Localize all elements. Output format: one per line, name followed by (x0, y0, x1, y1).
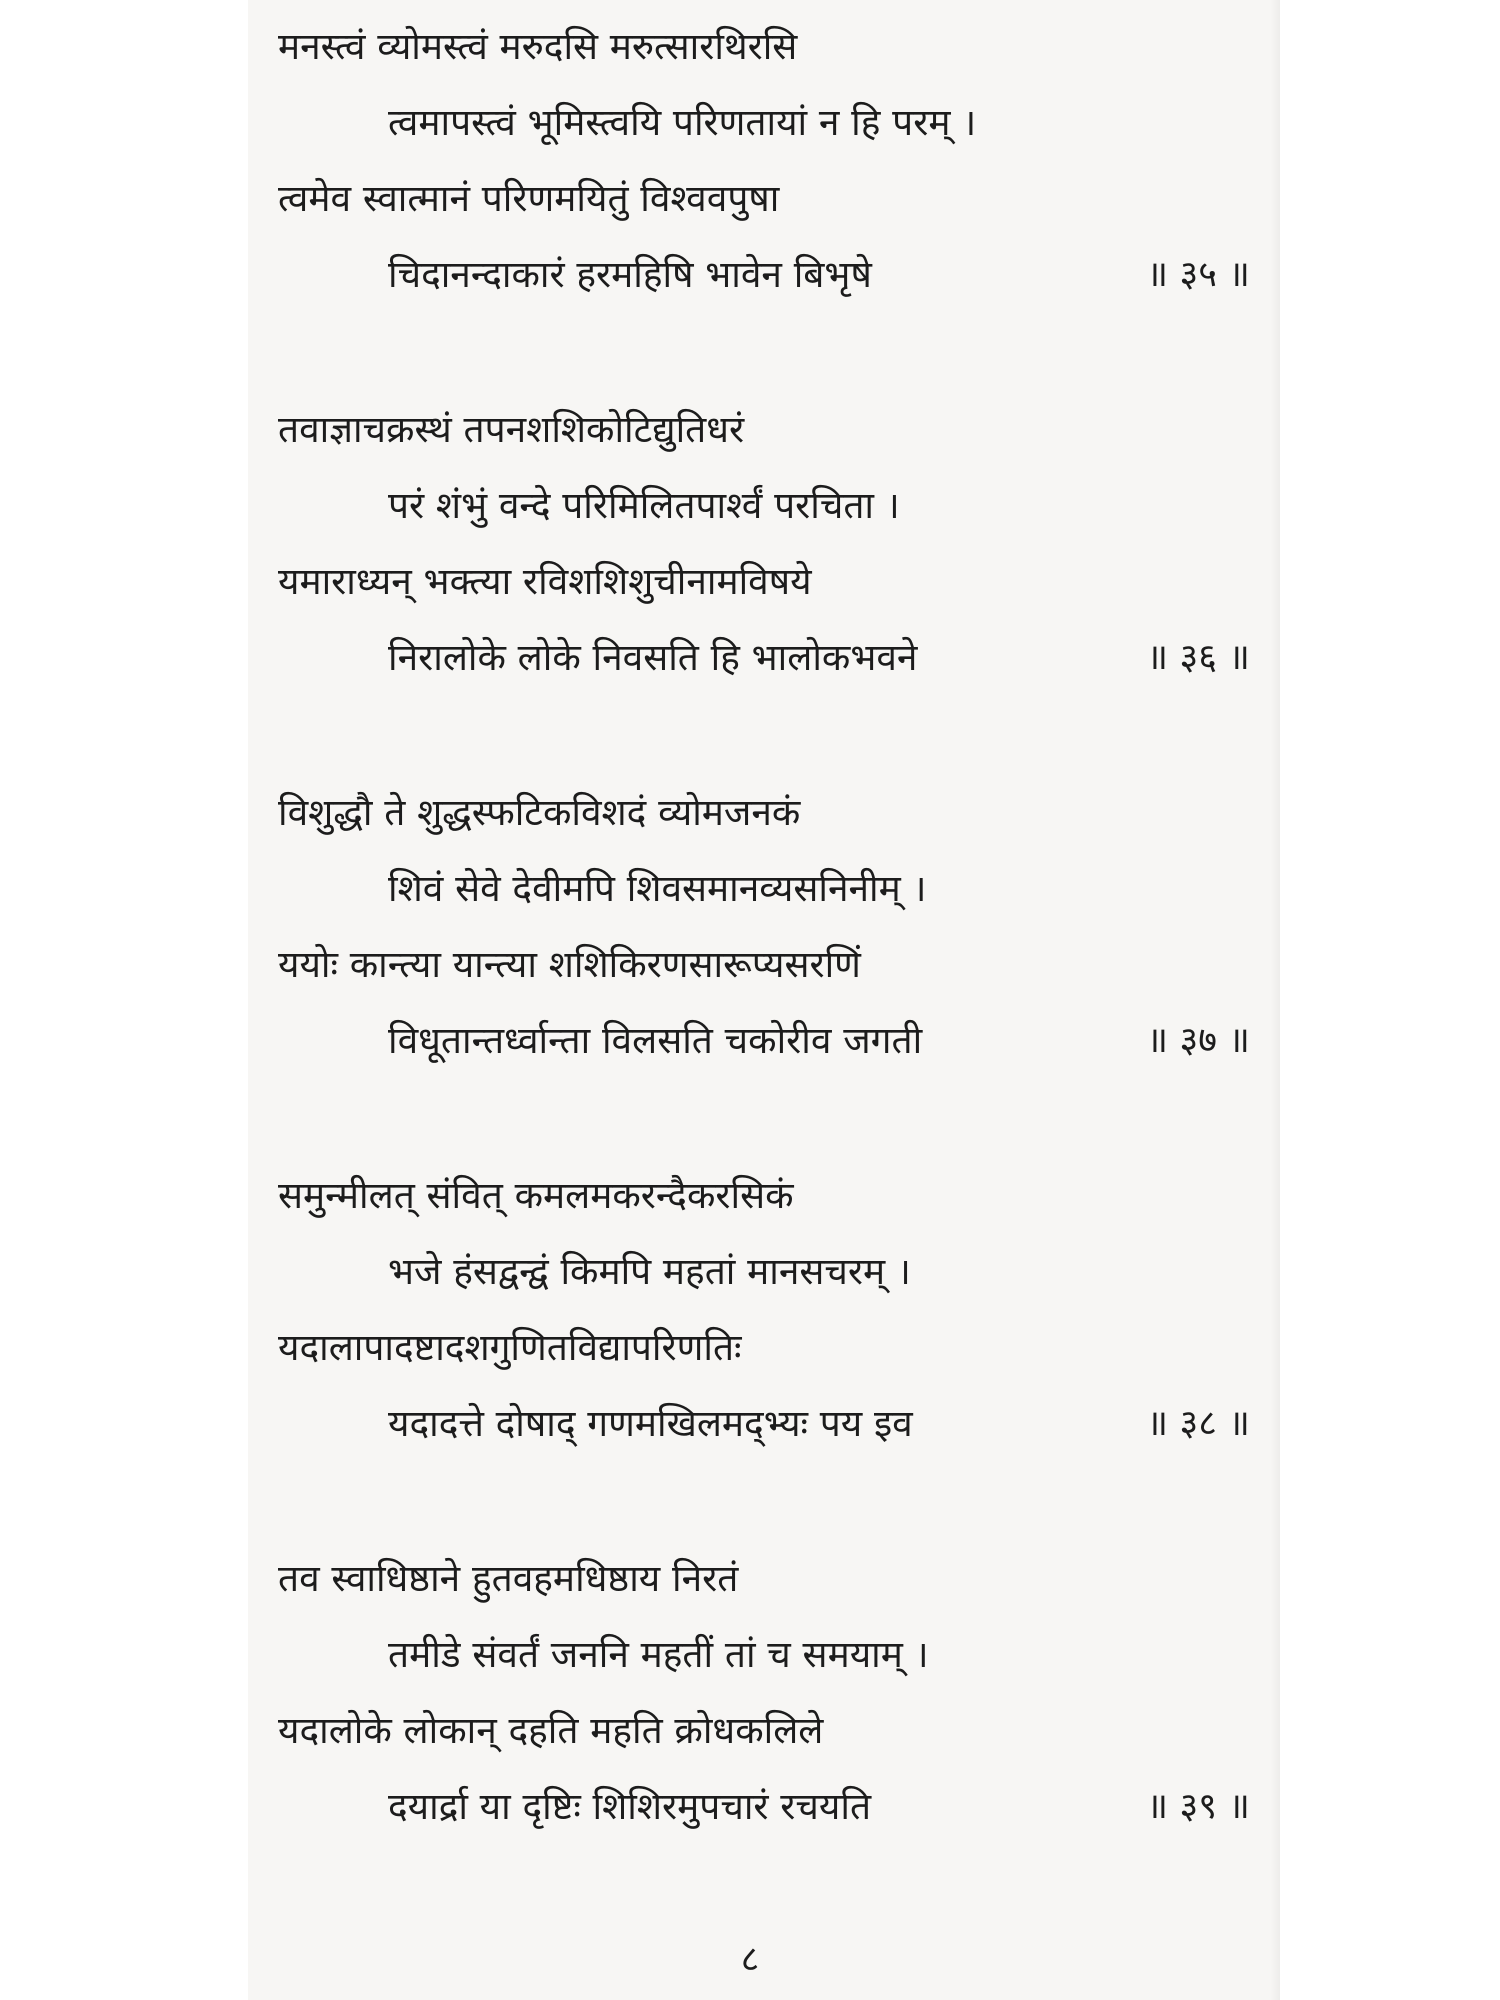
verse-number: ॥ ३८ ॥ (1146, 1403, 1250, 1444)
verse-number: ॥ ३९ ॥ (1146, 1786, 1250, 1827)
verse-line: ययोः कान्त्या यान्त्या शशिकिरणसारूप्यसरणिं (278, 943, 861, 986)
verse-line: चिदानन्दाकारं हरमहिषि भावेन बिभृषे (388, 253, 872, 296)
verse-line: मनस्त्वं व्योमस्त्वं मरुदसि मरुत्सारथिरसि (278, 25, 798, 68)
verse-line: तवाज्ञाचक्रस्थं तपनशशिकोटिद्युतिधरं (278, 408, 745, 451)
verse-number: ॥ ३६ ॥ (1146, 637, 1250, 678)
verse-39 (278, 1554, 1268, 1854)
verse-line: यदादत्ते दोषाद् गणमखिलमद्भ्यः पय इव (388, 1402, 913, 1445)
verse-line: त्वमेव स्वात्मानं परिणमयितुं विश्ववपुषा (278, 177, 780, 220)
verse-line: विधूतान्तर्ध्वान्ता विलसति चकोरीव जगती (388, 1019, 923, 1062)
verse-line: विशुद्धौ ते शुद्धस्फटिकविशदं व्योमजनकं (278, 791, 801, 834)
verse-number: ॥ ३५ ॥ (1146, 254, 1250, 295)
verse-number: ॥ ३७ ॥ (1146, 1020, 1250, 1061)
verse-37 (278, 788, 1268, 1088)
verse-line: परं शंभुं वन्दे परिमिलितपार्श्वं परचिता । (388, 484, 900, 527)
verse-line: शिवं सेवे देवीमपि शिवसमानव्यसनिनीम् । (388, 867, 927, 910)
verse-line: तव स्वाधिष्ठाने हुतवहमधिष्ठाय निरतं (278, 1557, 739, 1600)
verse-line: भजे हंसद्वन्द्वं किमपि महतां मानसचरम् । (388, 1250, 911, 1293)
verse-line: निरालोके लोके निवसति हि भालोकभवने (388, 636, 918, 679)
verse-35 (278, 22, 1268, 322)
verse-line: समुन्मीलत् संवित् कमलमकरन्दैकरसिकं (278, 1174, 794, 1217)
verse-line: त्वमापस्त्वं भूमिस्त्वयि परिणतायां न हि परम् । (388, 101, 977, 144)
page-number: ८ (740, 1939, 760, 1980)
verse-line: दयार्द्रा या दृष्टिः शिशिरमुपचारं रचयति (388, 1785, 872, 1828)
verse-38 (278, 1171, 1268, 1471)
verse-line: यदालोके लोकान् दहति महति क्रोधकलिले (278, 1709, 824, 1752)
verse-line: यदालापादष्टादशगुणितविद्यापरिणतिः (278, 1326, 742, 1369)
verse-line: यमाराध्यन् भक्त्या रविशशिशुचीनामविषये (278, 560, 812, 603)
verse-line: तमीडे संवर्तं जननि महतीं तां च समयाम् । (388, 1633, 929, 1676)
verse-36 (278, 405, 1268, 705)
